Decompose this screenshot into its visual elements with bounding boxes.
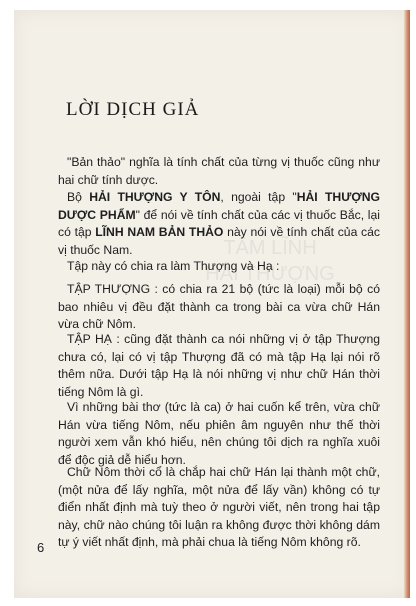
p2-text-c: , ngoài tập " [220, 190, 297, 204]
paragraph-1: "Bản thảo" nghĩa là tính chất của từng vị thuốc cũng như hai chữ tính dược. [58, 155, 380, 187]
p2-text-e: " để nói về tính chất của các vị thuốc Bắc, lại có tập [58, 207, 380, 239]
page-number: 6 [37, 540, 45, 555]
paragraph-5: TẬP HẠ : cũng đặt thành ca nói những vị ở tập Thượng chưa có, lại có vị tập Thượng đã có mà tập Hạ lại nói rõ thêm nữa. Dưới tập Hạ là nói những vị như chữ Hán thời tiếng Nôm là gì. [58, 332, 380, 399]
paragraph-7: Chữ Nôm thời cổ là chắp hai chữ Hán lại thành một chữ, (một nửa để lấy nghĩa, một nửa để lấy vần) không có tự điển nhất định mà tuỳ theo ở người viết, nên trong hai tập này, chữ nào chúng tôi luận ra không được thời không dám tự ý viết nhất định, mà phải chua là tiếng Nôm không rõ. [58, 465, 380, 549]
paragraph-4: TẬP THƯỢNG : có chia ra 21 bộ (tức là loại) mỗi bộ có bao nhiêu vị đều đặt thành ca trong bài ca vừa chữ Hán vừa chữ Nôm. [58, 282, 380, 331]
paragraph-6: Vì những bài thơ (tức là ca) ở hai cuốn kể trên, vừa chữ Hán vừa tiếng Nôm, nếu phiên âm nguyên như thế thời người xem vẫn khó hiểu, nên chúng tôi dịch ra nghĩa xuôi để độc giả dễ hiểu hơn. [58, 400, 380, 467]
p2-title-hai-thuong-y-ton: HẢI THƯỢNG Y TÔN [89, 190, 221, 204]
book-spine-edge [404, 10, 410, 598]
p2-text-a: Bộ [67, 190, 90, 204]
p2-text-g: này nói về tính chất của các vị thuốc Nam. [58, 225, 381, 257]
page-heading: LỜI DỊCH GIẢ [66, 99, 200, 120]
paragraph-3: Tập này có chia ra làm Thượng và Hạ : [67, 259, 280, 273]
paragraph-2 [58, 189, 380, 259]
p2-title-linh-nam-ban-thao: LĨNH NAM BẢN THẢO [95, 225, 224, 239]
p2-title-hai-thuong-duoc-pham: HẢI THƯỢNG DƯỢC PHẨM [58, 190, 380, 222]
